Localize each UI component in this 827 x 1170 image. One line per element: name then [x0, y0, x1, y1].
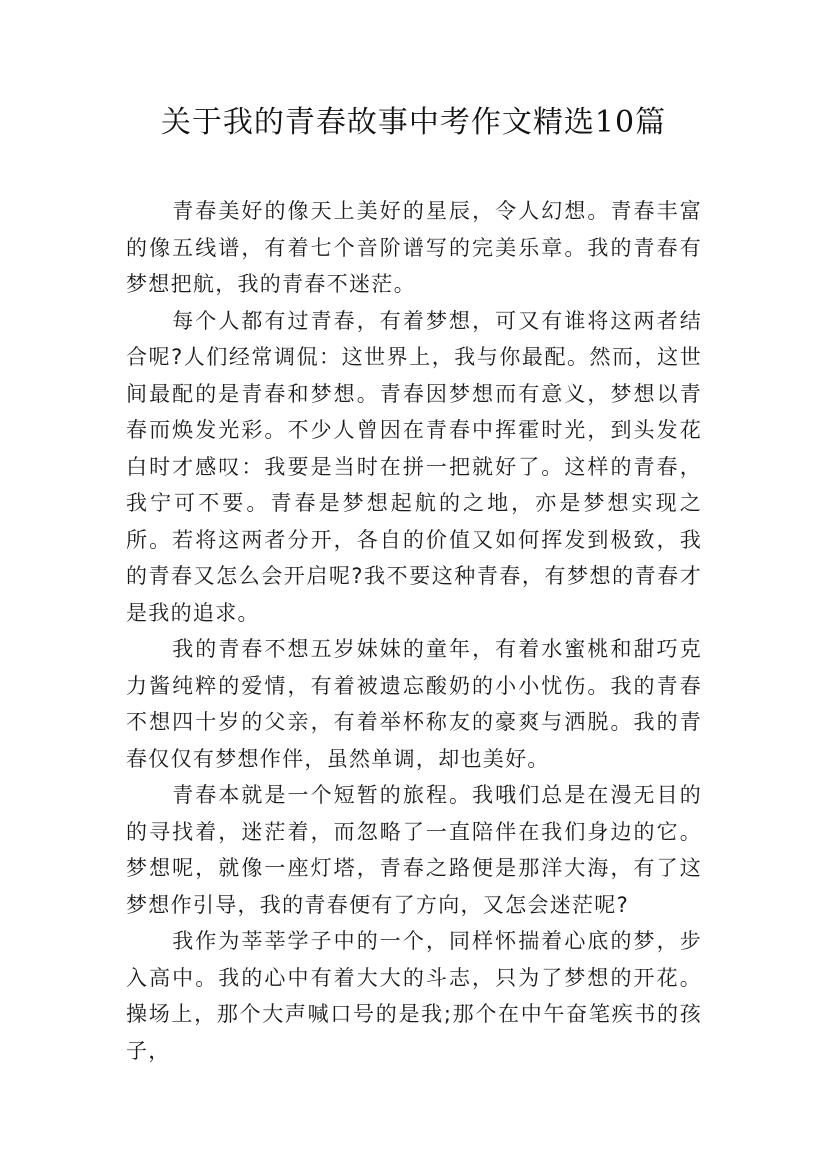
paragraph-1: 青春美好的像天上美好的星辰，令人幻想。青春丰富的像五线谱，有着七个音阶谱写的完美乐章。我的青春有梦想把航，我的青春不迷茫。 — [126, 199, 702, 296]
document-body — [126, 193, 702, 1069]
paragraph-4: 青春本就是一个短暂的旅程。我哦们总是在漫无目的的寻找着，迷茫着，而忽略了一直陪伴在我们身边的它。梦想呢，就像一座灯塔，青春之路便是那洋大海，有了这梦想作引导，我的青春便有了方向，又怎会迷茫呢? — [126, 783, 702, 917]
paragraph-2: 每个人都有过青春，有着梦想，可又有谁将这两者结合呢?人们经常调侃：这世界上，我与你最配。然而，这世间最配的是青春和梦想。青春因梦想而有意义，梦想以青春而焕发光彩。不少人曾因在青春中挥霍时光，到头发花白时才感叹：我要是当时在拼一把就好了。这样的青春，我宁可不要。青春是梦想起航的之地，亦是梦想实现之所。若将这两者分开，各自的价值又如何挥发到极致，我的青春又怎么会开启呢?我不要这种青春，有梦想的青春才是我的追求。 — [126, 308, 702, 625]
paragraph-5: 我作为莘莘学子中的一个，同样怀揣着心底的梦，步入高中。我的心中有着大大的斗志，只为了梦想的开花。操场上，那个大声喊口号的是我;那个在中午奋笔疾书的孩子， — [126, 929, 702, 1063]
document-title: 关于我的青春故事中考作文精选10篇 — [160, 105, 667, 140]
paragraph-3: 我的青春不想五岁妹妹的童年，有着水蜜桃和甜巧克力酱纯粹的爱情，有着被遗忘酸奶的小小忧伤。我的青春不想四十岁的父亲，有着举杯称友的豪爽与洒脱。我的青春仅仅有梦想作伴，虽然单调，却也美好。 — [126, 637, 702, 771]
